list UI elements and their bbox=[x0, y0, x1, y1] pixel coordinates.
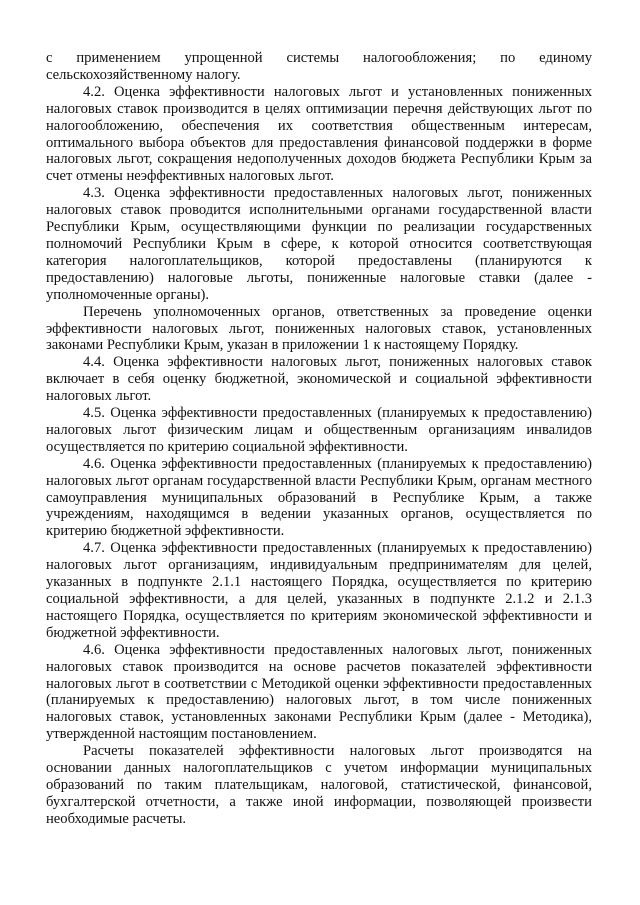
document-page bbox=[46, 50, 592, 828]
paragraph-4-3: 4.3. Оценка эффективности предоставленных налоговых льгот, пониженных налоговых ставок проводится исполнительными органами государственной власти Республики Крым, осуществляющими функции по реализации государственных полномочий Республики Крым в сфере, к которой относится соответствующая категория налогоплательщиков, которой предоставлены (планируются к предоставлению) налоговые льготы, пониженные налоговые ставки (далее - уполномоченные органы). bbox=[46, 185, 592, 303]
paragraph-4-4: 4.4. Оценка эффективности налоговых льгот, пониженных налоговых ставок включает в себя оценку бюджетной, экономической и социальной эффективности налоговых льгот. bbox=[46, 354, 592, 405]
paragraph-4-7: 4.7. Оценка эффективности предоставленных (планируемых к предоставлению) налоговых льгот организациям, индивидуальным предпринимателям для целей, указанных в подпункте 2.1.1 настоящего Порядка, осуществляется по критерию социальной эффективности, а для целей, указанных в подпункте 2.1.2 и 2.1.3 настоящего Порядка, осуществляется по критериям экономической эффективности и бюджетной эффективности. bbox=[46, 540, 592, 641]
paragraph-4-6-second: 4.6. Оценка эффективности предоставленных налоговых льгот, пониженных налоговых ставок производится на основе расчетов показателей эффективности налоговых льгот в соответствии с Методикой оценки эффективности предоставленных (планируемых к предоставлению) налоговых льгот, в том числе пониженных налоговых ставок, установленных законами Республики Крым (далее - Методика), утвержденной настоящим постановлением. bbox=[46, 641, 592, 743]
paragraph-authorized-bodies-list: Перечень уполномоченных органов, ответственных за проведение оценки эффективности налоговых льгот, пониженных налоговых ставок, установленных законами Республики Крым, указан в приложении 1 к настоящему Порядку. bbox=[46, 303, 592, 354]
paragraph-4-2: 4.2. Оценка эффективности налоговых льгот и установленных пониженных налоговых ставок производится в целях оптимизации перечня действующих льгот по налогообложению, обеспечения их соответствия общественным интересам, оптимального выбора объектов для предоставления финансовой поддержки в форме налоговых льгот, сокращения недополученных доходов бюджета Республики Крым за счет отмены неэффективных налоговых льгот. bbox=[46, 83, 592, 185]
paragraph-calculations: Расчеты показателей эффективности налоговых льгот производятся на основании данных налогоплательщиков с учетом информации муниципальных образований по таким плательщикам, налоговой, статистической, финансовой, бухгалтерской отчетности, а также иной информации, позволяющей произвести необходимые расчеты. bbox=[46, 743, 592, 827]
paragraph-4-5: 4.5. Оценка эффективности предоставленных (планируемых к предоставлению) налоговых льгот физическим лицам и общественным организациям инвалидов осуществляется по критерию социальной эффективности. bbox=[46, 405, 592, 455]
paragraph-continuation: с применением упрощенной системы налогообложения; по единому сельскохозяйственному налогу. bbox=[46, 50, 592, 83]
paragraph-4-6-first: 4.6. Оценка эффективности предоставленных (планируемых к предоставлению) налоговых льгот органам государственной власти Республики Крым, органам местного самоуправления муниципальных образований в Республике Крым, а также учреждениям, находящимся в ведении указанных органов, осуществляется по критерию бюджетной эффективности. bbox=[46, 455, 592, 540]
